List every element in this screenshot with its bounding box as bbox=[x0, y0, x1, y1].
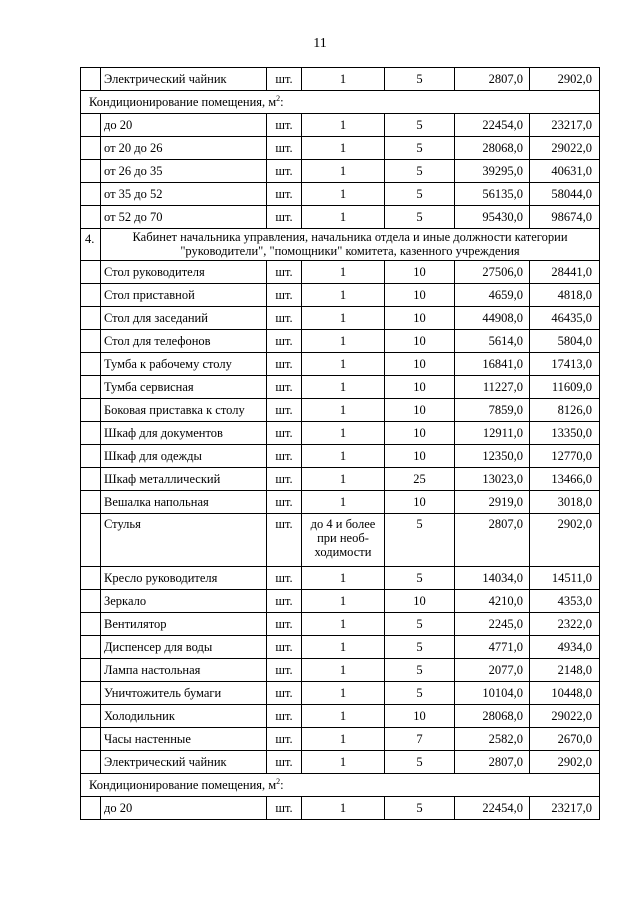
row-number-cell bbox=[81, 445, 101, 468]
row-number-cell bbox=[81, 751, 101, 774]
item-name: от 26 до 35 bbox=[101, 160, 267, 183]
item-name: Стулья bbox=[101, 514, 267, 567]
item-price-1: 28068,0 bbox=[455, 137, 530, 160]
item-service-years: 10 bbox=[385, 399, 455, 422]
item-price-1: 4659,0 bbox=[455, 284, 530, 307]
item-price-1: 39295,0 bbox=[455, 160, 530, 183]
item-name: от 20 до 26 bbox=[101, 137, 267, 160]
item-price-1: 2245,0 bbox=[455, 613, 530, 636]
item-price-2: 3018,0 bbox=[530, 491, 600, 514]
row-number-cell bbox=[81, 137, 101, 160]
item-name: от 52 до 70 bbox=[101, 206, 267, 229]
item-price-2: 14511,0 bbox=[530, 567, 600, 590]
item-price-2: 2902,0 bbox=[530, 68, 600, 91]
category-header-row bbox=[81, 229, 600, 261]
item-price-2: 2148,0 bbox=[530, 659, 600, 682]
row-number-cell bbox=[81, 206, 101, 229]
item-price-2: 5804,0 bbox=[530, 330, 600, 353]
category-number: 4. bbox=[81, 229, 101, 261]
page-number: 11 bbox=[313, 36, 327, 51]
item-unit: шт. bbox=[267, 353, 302, 376]
section-title bbox=[81, 774, 600, 797]
item-name: Шкаф для документов bbox=[101, 422, 267, 445]
item-service-years: 10 bbox=[385, 353, 455, 376]
item-price-2: 13466,0 bbox=[530, 468, 600, 491]
section-superscript: 2 bbox=[276, 93, 281, 103]
item-name: Стол руководителя bbox=[101, 261, 267, 284]
item-quantity: 1 bbox=[302, 160, 385, 183]
item-quantity: 1 bbox=[302, 468, 385, 491]
item-service-years: 10 bbox=[385, 284, 455, 307]
item-quantity: 1 bbox=[302, 682, 385, 705]
item-quantity bbox=[302, 514, 385, 567]
item-price-1: 22454,0 bbox=[455, 114, 530, 137]
quantity-line: до 4 и более bbox=[310, 517, 376, 531]
item-service-years: 5 bbox=[385, 613, 455, 636]
item-quantity: 1 bbox=[302, 399, 385, 422]
item-name: Диспенсер для воды bbox=[101, 636, 267, 659]
item-quantity: 1 bbox=[302, 183, 385, 206]
item-unit: шт. bbox=[267, 682, 302, 705]
item-service-years: 5 bbox=[385, 114, 455, 137]
item-service-years: 5 bbox=[385, 160, 455, 183]
item-price-2: 23217,0 bbox=[530, 114, 600, 137]
item-quantity: 1 bbox=[302, 307, 385, 330]
item-unit: шт. bbox=[267, 613, 302, 636]
section-text: Кондиционирование помещения, м bbox=[89, 95, 277, 109]
row-number-cell bbox=[81, 705, 101, 728]
item-price-1: 11227,0 bbox=[455, 376, 530, 399]
item-price-2: 4353,0 bbox=[530, 590, 600, 613]
row-number-cell bbox=[81, 330, 101, 353]
item-service-years: 5 bbox=[385, 137, 455, 160]
item-price-2: 2902,0 bbox=[530, 751, 600, 774]
item-unit: шт. bbox=[267, 567, 302, 590]
item-price-1: 2807,0 bbox=[455, 751, 530, 774]
table-row bbox=[81, 114, 600, 137]
item-unit: шт. bbox=[267, 284, 302, 307]
item-price-2: 10448,0 bbox=[530, 682, 600, 705]
item-name: Часы настенные bbox=[101, 728, 267, 751]
table-row bbox=[81, 206, 600, 229]
section-suffix: : bbox=[280, 95, 284, 109]
item-name: Тумба к рабочему столу bbox=[101, 353, 267, 376]
table-row bbox=[81, 468, 600, 491]
item-price-2: 4934,0 bbox=[530, 636, 600, 659]
table-row bbox=[81, 353, 600, 376]
item-price-2: 2902,0 bbox=[530, 514, 600, 567]
item-quantity: 1 bbox=[302, 491, 385, 514]
item-unit: шт. bbox=[267, 705, 302, 728]
row-number-cell bbox=[81, 659, 101, 682]
table-body bbox=[81, 68, 600, 820]
item-quantity: 1 bbox=[302, 659, 385, 682]
item-price-1: 4210,0 bbox=[455, 590, 530, 613]
item-unit: шт. bbox=[267, 468, 302, 491]
item-price-1: 5614,0 bbox=[455, 330, 530, 353]
item-unit: шт. bbox=[267, 659, 302, 682]
item-price-2: 11609,0 bbox=[530, 376, 600, 399]
item-price-1: 12911,0 bbox=[455, 422, 530, 445]
item-name: Уничтожитель бумаги bbox=[101, 682, 267, 705]
item-name: Вешалка напольная bbox=[101, 491, 267, 514]
table-row bbox=[81, 399, 600, 422]
item-service-years: 10 bbox=[385, 261, 455, 284]
item-price-2: 28441,0 bbox=[530, 261, 600, 284]
item-quantity: 1 bbox=[302, 261, 385, 284]
section-text: Кондиционирование помещения, м bbox=[89, 778, 277, 792]
item-price-1: 27506,0 bbox=[455, 261, 530, 284]
item-unit: шт. bbox=[267, 376, 302, 399]
item-service-years: 5 bbox=[385, 183, 455, 206]
item-price-2: 12770,0 bbox=[530, 445, 600, 468]
table-row bbox=[81, 376, 600, 399]
table-row bbox=[81, 567, 600, 590]
table-row bbox=[81, 445, 600, 468]
item-name: Лампа настольная bbox=[101, 659, 267, 682]
item-service-years: 5 bbox=[385, 68, 455, 91]
item-quantity: 1 bbox=[302, 206, 385, 229]
table-row bbox=[81, 307, 600, 330]
row-number-cell bbox=[81, 160, 101, 183]
item-unit: шт. bbox=[267, 491, 302, 514]
item-unit: шт. bbox=[267, 590, 302, 613]
item-quantity: 1 bbox=[302, 114, 385, 137]
item-name: Шкаф металлический bbox=[101, 468, 267, 491]
item-service-years: 5 bbox=[385, 659, 455, 682]
item-price-2: 98674,0 bbox=[530, 206, 600, 229]
row-number-cell bbox=[81, 284, 101, 307]
item-name: Электрический чайник bbox=[101, 751, 267, 774]
item-unit: шт. bbox=[267, 751, 302, 774]
item-price-1: 4771,0 bbox=[455, 636, 530, 659]
item-price-2: 23217,0 bbox=[530, 797, 600, 820]
section-suffix: : bbox=[280, 778, 284, 792]
item-service-years: 5 bbox=[385, 797, 455, 820]
item-quantity: 1 bbox=[302, 445, 385, 468]
item-price-1: 2077,0 bbox=[455, 659, 530, 682]
row-number-cell bbox=[81, 353, 101, 376]
item-price-1: 22454,0 bbox=[455, 797, 530, 820]
item-quantity: 1 bbox=[302, 705, 385, 728]
table-row bbox=[81, 705, 600, 728]
item-price-2: 29022,0 bbox=[530, 137, 600, 160]
item-price-2: 58044,0 bbox=[530, 183, 600, 206]
item-price-2: 13350,0 bbox=[530, 422, 600, 445]
row-number-cell bbox=[81, 613, 101, 636]
item-unit: шт. bbox=[267, 137, 302, 160]
item-price-2: 8126,0 bbox=[530, 399, 600, 422]
item-price-2: 40631,0 bbox=[530, 160, 600, 183]
category-title: Кабинет начальника управления, начальника отдела и иные должности категории "руководители", "помощники" комитета, казенного учреждения bbox=[101, 229, 600, 261]
item-price-1: 12350,0 bbox=[455, 445, 530, 468]
table-row bbox=[81, 751, 600, 774]
item-name: до 20 bbox=[101, 114, 267, 137]
item-quantity: 1 bbox=[302, 422, 385, 445]
row-number-cell bbox=[81, 590, 101, 613]
item-unit: шт. bbox=[267, 422, 302, 445]
section-title bbox=[81, 91, 600, 114]
row-number-cell bbox=[81, 491, 101, 514]
item-service-years: 10 bbox=[385, 445, 455, 468]
item-unit: шт. bbox=[267, 330, 302, 353]
item-unit: шт. bbox=[267, 160, 302, 183]
row-number-cell bbox=[81, 567, 101, 590]
item-quantity: 1 bbox=[302, 567, 385, 590]
item-service-years: 10 bbox=[385, 705, 455, 728]
table-row bbox=[81, 68, 600, 91]
row-number-cell bbox=[81, 797, 101, 820]
item-name: от 35 до 52 bbox=[101, 183, 267, 206]
item-quantity: 1 bbox=[302, 376, 385, 399]
item-name: до 20 bbox=[101, 797, 267, 820]
table-row bbox=[81, 183, 600, 206]
item-service-years: 5 bbox=[385, 514, 455, 567]
item-price-2: 2322,0 bbox=[530, 613, 600, 636]
item-price-1: 14034,0 bbox=[455, 567, 530, 590]
item-name: Кресло руководителя bbox=[101, 567, 267, 590]
item-service-years: 5 bbox=[385, 682, 455, 705]
item-name: Стол приставной bbox=[101, 284, 267, 307]
item-price-1: 7859,0 bbox=[455, 399, 530, 422]
item-unit: шт. bbox=[267, 445, 302, 468]
item-unit: шт. bbox=[267, 636, 302, 659]
item-quantity: 1 bbox=[302, 137, 385, 160]
table-row bbox=[81, 636, 600, 659]
row-number-cell bbox=[81, 422, 101, 445]
table-row bbox=[81, 160, 600, 183]
item-price-1: 2582,0 bbox=[455, 728, 530, 751]
row-number-cell bbox=[81, 307, 101, 330]
table-row bbox=[81, 491, 600, 514]
item-name: Стол для телефонов bbox=[101, 330, 267, 353]
row-number-cell bbox=[81, 399, 101, 422]
item-service-years: 5 bbox=[385, 636, 455, 659]
item-service-years: 10 bbox=[385, 491, 455, 514]
item-price-1: 2807,0 bbox=[455, 68, 530, 91]
item-price-1: 2807,0 bbox=[455, 514, 530, 567]
item-unit: шт. bbox=[267, 261, 302, 284]
item-name: Зеркало bbox=[101, 590, 267, 613]
item-unit: шт. bbox=[267, 399, 302, 422]
item-price-2: 4818,0 bbox=[530, 284, 600, 307]
item-price-1: 56135,0 bbox=[455, 183, 530, 206]
row-number-cell bbox=[81, 376, 101, 399]
item-quantity: 1 bbox=[302, 590, 385, 613]
table-row bbox=[81, 422, 600, 445]
item-quantity: 1 bbox=[302, 751, 385, 774]
item-quantity: 1 bbox=[302, 728, 385, 751]
item-service-years: 10 bbox=[385, 422, 455, 445]
item-quantity: 1 bbox=[302, 613, 385, 636]
item-quantity: 1 bbox=[302, 353, 385, 376]
row-number-cell bbox=[81, 682, 101, 705]
item-price-1: 13023,0 bbox=[455, 468, 530, 491]
table-row bbox=[81, 514, 600, 567]
table-row bbox=[81, 330, 600, 353]
item-quantity: 1 bbox=[302, 797, 385, 820]
table-row bbox=[81, 659, 600, 682]
item-service-years: 10 bbox=[385, 307, 455, 330]
row-number-cell bbox=[81, 261, 101, 284]
row-number-cell bbox=[81, 68, 101, 91]
quantity-line: ходимости bbox=[314, 545, 372, 559]
table-row bbox=[81, 284, 600, 307]
item-price-1: 28068,0 bbox=[455, 705, 530, 728]
item-unit: шт. bbox=[267, 206, 302, 229]
item-quantity: 1 bbox=[302, 636, 385, 659]
item-name: Вентилятор bbox=[101, 613, 267, 636]
item-price-2: 17413,0 bbox=[530, 353, 600, 376]
price-table bbox=[80, 67, 600, 820]
item-unit: шт. bbox=[267, 183, 302, 206]
item-unit: шт. bbox=[267, 797, 302, 820]
row-number-cell bbox=[81, 183, 101, 206]
row-number-cell bbox=[81, 114, 101, 137]
item-service-years: 10 bbox=[385, 376, 455, 399]
table-row bbox=[81, 261, 600, 284]
section-row bbox=[81, 91, 600, 114]
item-name: Шкаф для одежды bbox=[101, 445, 267, 468]
item-quantity: 1 bbox=[302, 284, 385, 307]
item-name: Электрический чайник bbox=[101, 68, 267, 91]
item-unit: шт. bbox=[267, 728, 302, 751]
item-price-1: 44908,0 bbox=[455, 307, 530, 330]
item-name: Холодильник bbox=[101, 705, 267, 728]
item-unit: шт. bbox=[267, 307, 302, 330]
item-price-2: 29022,0 bbox=[530, 705, 600, 728]
row-number-cell bbox=[81, 636, 101, 659]
table-row bbox=[81, 682, 600, 705]
table-row bbox=[81, 137, 600, 160]
row-number-cell bbox=[81, 728, 101, 751]
item-unit: шт. bbox=[267, 514, 302, 567]
item-price-1: 2919,0 bbox=[455, 491, 530, 514]
item-price-2: 2670,0 bbox=[530, 728, 600, 751]
item-name: Боковая приставка к столу bbox=[101, 399, 267, 422]
item-price-1: 95430,0 bbox=[455, 206, 530, 229]
item-service-years: 5 bbox=[385, 751, 455, 774]
item-name: Стол для заседаний bbox=[101, 307, 267, 330]
table-row bbox=[81, 797, 600, 820]
item-quantity: 1 bbox=[302, 68, 385, 91]
item-unit: шт. bbox=[267, 114, 302, 137]
item-name: Тумба сервисная bbox=[101, 376, 267, 399]
row-number-cell bbox=[81, 468, 101, 491]
item-price-1: 10104,0 bbox=[455, 682, 530, 705]
item-price-2: 46435,0 bbox=[530, 307, 600, 330]
item-quantity: 1 bbox=[302, 330, 385, 353]
section-superscript: 2 bbox=[276, 776, 281, 786]
item-service-years: 5 bbox=[385, 206, 455, 229]
row-number-cell bbox=[81, 514, 101, 567]
item-service-years: 25 bbox=[385, 468, 455, 491]
item-service-years: 5 bbox=[385, 567, 455, 590]
table-row bbox=[81, 590, 600, 613]
table-row bbox=[81, 613, 600, 636]
item-service-years: 10 bbox=[385, 330, 455, 353]
table-row bbox=[81, 728, 600, 751]
item-service-years: 7 bbox=[385, 728, 455, 751]
item-price-1: 16841,0 bbox=[455, 353, 530, 376]
item-unit: шт. bbox=[267, 68, 302, 91]
item-service-years: 10 bbox=[385, 590, 455, 613]
quantity-line: при необ- bbox=[317, 531, 369, 545]
section-row bbox=[81, 774, 600, 797]
